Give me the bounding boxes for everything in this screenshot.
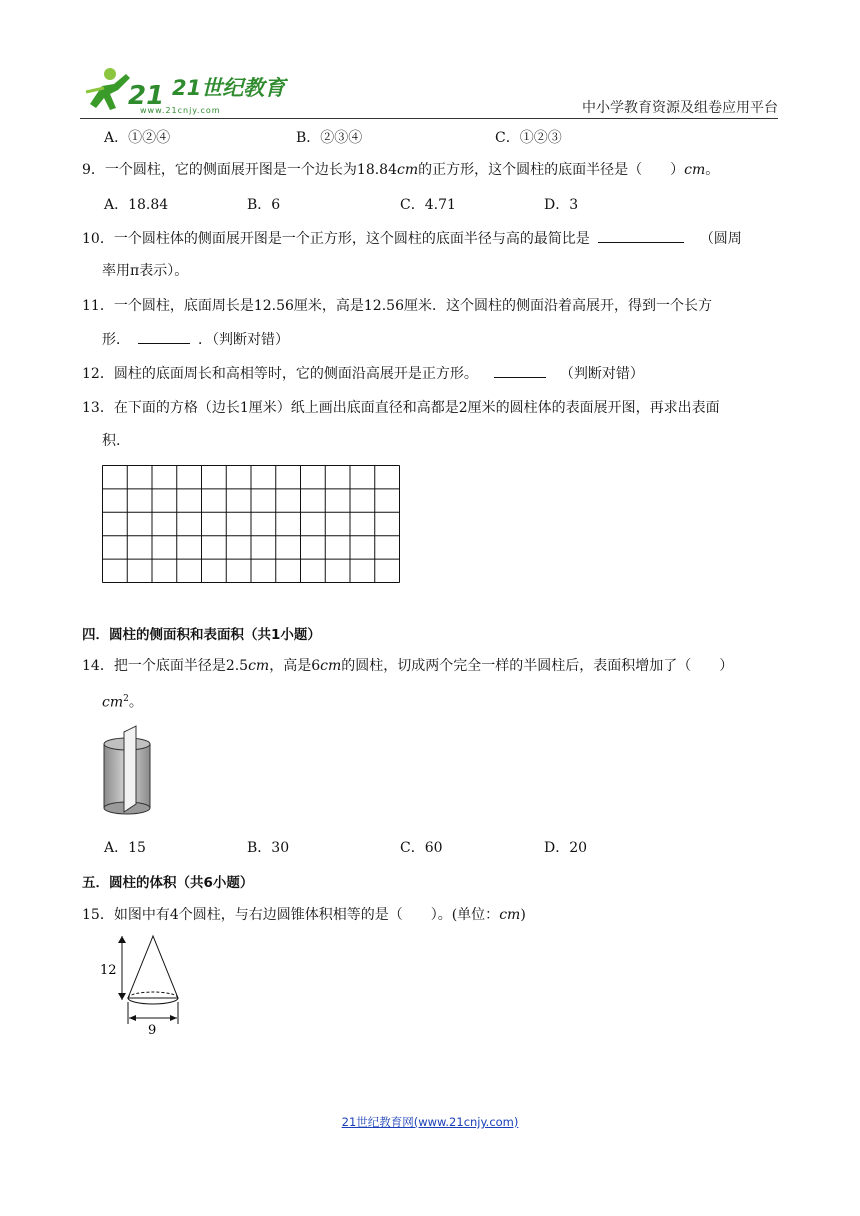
question-12 — [82, 363, 644, 384]
question-10 — [82, 228, 742, 249]
q14-option-c: C．60 — [400, 840, 443, 856]
q10-answer-blank[interactable] — [598, 228, 684, 243]
q9-option-d: D．3 — [544, 197, 579, 213]
logo-text: 21世纪教育 — [172, 76, 286, 100]
section-4-heading: 四．圆柱的侧面积和表面积（共1小题） — [82, 627, 321, 643]
q8-option-a: A．①②④ — [104, 130, 171, 146]
q15-end: ) — [520, 907, 526, 923]
q9-option-a: A．18.84 — [104, 197, 169, 213]
section-5-heading: 五．圆柱的体积（共6小题） — [82, 875, 254, 891]
q9-text-b: 的正方形，这个圆柱的底面半径是（ ） — [418, 162, 685, 178]
cone-diameter-label: 9 — [148, 1023, 157, 1038]
q14-text-b: ，高是6 — [269, 658, 321, 674]
q9-end: 。 — [705, 162, 720, 178]
q11-answer-blank[interactable] — [138, 329, 190, 344]
question-15 — [82, 905, 526, 925]
question-11-line2 — [102, 329, 289, 350]
q14-text-a: 14．把一个底面半径是2.5 — [82, 658, 249, 674]
cone-figure — [98, 930, 190, 1038]
q8-option-c: C．①②③ — [495, 130, 562, 146]
q11-line2-b: ．（判断对错） — [198, 332, 289, 348]
square-grid-paper — [102, 465, 400, 583]
q14-unit-2: cm — [320, 658, 342, 674]
q13-line2: 积. — [102, 433, 121, 449]
q14-option-b: B．30 — [247, 840, 290, 856]
q10-line2: 率用π表示）。 — [102, 263, 189, 279]
cut-cylinder-figure — [100, 724, 156, 818]
q9-option-c: C．4.71 — [400, 197, 456, 213]
cone-height-label: 12 — [100, 963, 117, 978]
q8-option-b: B．②③④ — [296, 130, 363, 146]
q15-unit: cm — [499, 907, 521, 923]
q14-text-c: 的圆柱，切成两个完全一样的半圆柱后，表面积增加了（ ） — [341, 658, 734, 674]
q9-unit: cm — [397, 162, 419, 178]
platform-title: 中小学教育资源及组卷应用平台 — [582, 100, 778, 116]
q14-unit-1: cm — [248, 658, 270, 674]
q14-area-unit: cm — [102, 694, 124, 711]
q10-line1-end: （圆周 — [699, 231, 742, 247]
q13-line1: 13．在下面的方格（边长1厘米）纸上画出底面直径和高都是2厘米的圆柱体的表面展开图，再求出表面 — [82, 400, 720, 416]
question-9 — [82, 160, 719, 180]
q9-unit-2: cm — [684, 162, 706, 178]
footer-link[interactable]: 21世纪教育网(www.21cnjy.com) — [341, 1115, 519, 1129]
q14-unit-line — [102, 689, 143, 713]
q14-option-a: A．15 — [104, 840, 146, 856]
q12-answer-blank[interactable] — [494, 363, 546, 378]
q12-text: 12．圆柱的底面周长和高相等时，它的侧面沿高展开是正方形。 — [82, 366, 478, 382]
q15-text: 15．如图中有4个圆柱，与右边圆锥体积相等的是（ ）。(单位： — [82, 907, 500, 923]
q9-option-b: B．6 — [247, 197, 281, 213]
q14-superscript: 2 — [123, 694, 129, 704]
logo-url: www.21cnjy.com — [140, 106, 221, 115]
header-divider — [80, 118, 778, 119]
q11-line1: 11．一个圆柱，底面周长是12.56厘米，高是12.56厘米．这个圆柱的侧面沿着高展开，得到一个长方 — [82, 298, 712, 314]
q9-number: 9． — [82, 162, 105, 178]
q14-end: 。 — [128, 694, 143, 711]
q9-text-a: 一个圆柱，它的侧面展开图是一个边长为18.84 — [104, 162, 397, 178]
q12-end: （判断对错） — [559, 366, 644, 382]
q11-line2-a: 形． — [102, 332, 130, 348]
site-logo[interactable] — [80, 64, 286, 120]
q10-line1: 10．一个圆柱体的侧面展开图是一个正方形，这个圆柱的底面半径与高的最简比是 — [82, 231, 590, 247]
q14-option-d: D．20 — [544, 840, 588, 856]
question-14 — [82, 656, 733, 676]
svg-text:21: 21 — [128, 81, 165, 111]
